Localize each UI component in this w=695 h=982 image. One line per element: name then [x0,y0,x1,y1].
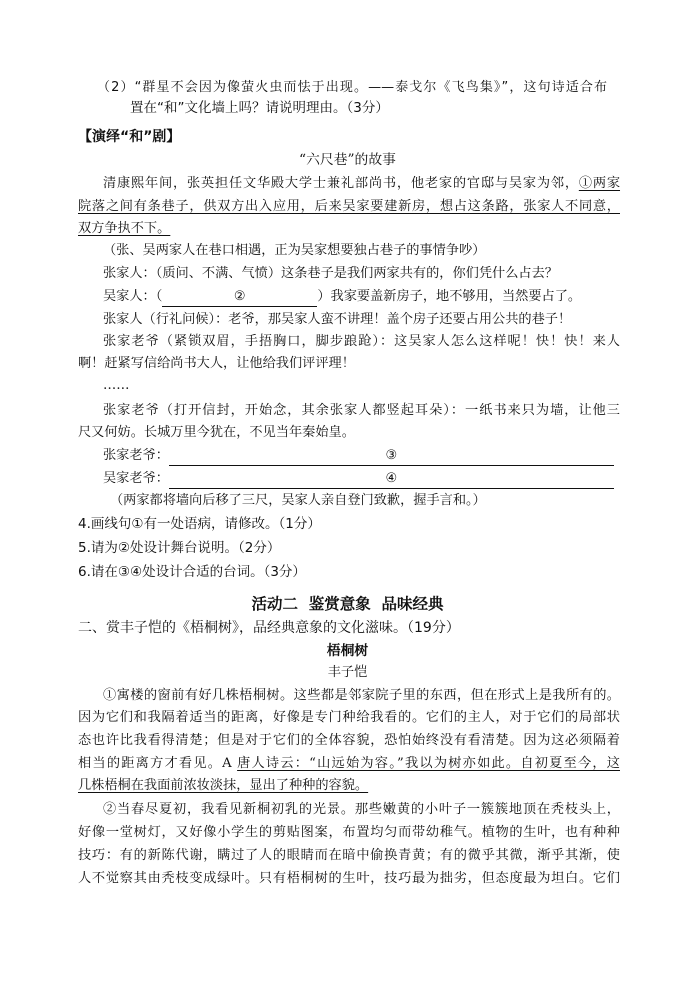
essay-author: 丰子恺 [327,665,368,680]
wu-speaker-prefix: 吴家人：（ [103,289,163,304]
essay-paragraph-1-line-2: 因为它们和我隔着适当的距离，好像是专门种给我看的。它们的主人，对于它们的局部状 [78,710,620,725]
essay-paragraph-1-line-1: ①寓楼的窗前有好几株梧桐树。这些都是邻家院子里的东西，但在形式上是我所有的。 [103,688,620,703]
question-5: 5.请为②处设计舞台说明。（2分） [78,540,281,556]
dialogue-zhang-family-2: 张家人（行礼问候）：老爷，那吴家人蛮不讲理！盖个房子还要占用公共的巷子！ [103,312,572,327]
essay-paragraph-1-line-5 [78,775,368,797]
dialogue-zhang-master-line-1: 张家老爷（紧锁双眉，手捂胸口，脚步踉跄）：这吴家人怎么这样呢！快！快！来人 [103,334,620,349]
dialogue-blank-4 [103,468,614,490]
underlined-sentence-1-end: 双方争执不下。 [78,221,171,236]
wu-dialogue-text: ）我家要盖新房子，地不够用，当然要占了。 [317,289,582,304]
letter-reading-line-2: 尺又何妨。长城万里今犹在，不见当年秦始皇。 [78,425,355,440]
underlined-sentence-a-start: 唐人诗云：“山远始为容。”我以为树亦如此。自初夏至今，这 [237,756,620,771]
story-title: “六尺巷”的故事 [299,152,396,168]
question-6: 6.请在③④处设计合适的台词。（3分） [78,564,306,580]
intro-text: 清康熙年间，张英担任文华殿大学士兼礼部尚书，他老家的官邸与吴家为邻， [103,176,579,191]
essay-title: 梧桐树 [326,643,369,659]
blank-marker-3: ③ [385,448,398,463]
question-2-line-2: 置在“和”文化墙上吗？请说明理由。（3分） [130,100,389,116]
story-intro-line-2 [78,196,620,218]
underlined-sentence-a-end: 几株梧桐在我面前浓妆淡抹，显出了种种的容貌。 [78,778,369,793]
drama-section-heading: 【演绎“和”剧】 [78,129,181,145]
question-2-line-1: （2）“群星不会因为像萤火虫而怯于出现。——泰戈尔《飞鸟集》”，这句诗适合布 [97,80,607,95]
answer-blank-4 [169,469,614,489]
dialogue-ellipsis: …… [103,378,130,393]
dialogue-wu-family [103,286,581,308]
letter-reading-line-1: 张家老爷（打开信封，开始念，其余张家人都竖起耳朵）：一纸书来只为墙，让他三 [103,403,620,418]
underlined-sentence-1-start: ①两家 [578,176,621,191]
essay-paragraph-2-line-4: 人不觉察其由秃枝变成绿叶。只有梧桐树的生叶，技巧最为拙劣，但态度最为坦白。它们 [78,871,620,886]
blank-marker-4: ④ [385,471,398,486]
dialogue-blank-3 [103,445,614,467]
answer-blank-2 [162,287,317,307]
essay-paragraph-1-line-3: 态也许比我看得清楚；但是对于它们的全体容貌，恐怕始终没有看清楚。因为这必须隔着 [78,733,620,748]
story-intro-line-3 [78,218,170,240]
essay-paragraph-2-line-3: 技巧：有的新陈代谢，瞒过了人的眼睛而在暗中偷换青黄；有的微乎其微，渐乎其渐，使 [78,848,620,863]
essay-line-4-text: 相当的距离方才看见。A [78,756,238,771]
question-4: 4.画线句①有一处语病，请修改。（1分） [78,516,321,532]
section-2-instruction: 二、赏丰子恺的《梧桐树》，品经典意象的文化滋味。（19分） [78,620,460,636]
wu-master-speaker: 吴家老爷： [103,471,169,486]
story-intro-line-1 [103,173,620,195]
dialogue-zhang-family-1: 张家人：（质问、不满、气愤）这条巷子是我们两家共有的，你们凭什么占去？ [103,266,558,281]
answer-blank-3 [169,446,614,466]
zhang-master-speaker: 张家老爷： [103,448,169,463]
underlined-sentence-1-middle: 院落之间有条巷子，供双方出入应用，后来吴家要建新房，想占这条路，张家人不同意， [78,199,620,214]
stage-direction-opening: （张、吴两家人在巷口相遇，正为吴家想要独占巷子的事情争吵） [103,243,486,258]
stage-direction-ending: （两家都将墙向后移了三尺，吴家人亲自登门致歉，握手言和。） [110,493,486,508]
dialogue-zhang-master-line-2: 啊！赶紧写信给尚书大人，让他给我们评评理！ [78,356,355,371]
essay-paragraph-2-line-2: 好像一堂树灯，又好像小学生的剪贴图案，布置均匀而带幼稚气。植物的生叶，也有种种 [78,825,620,840]
blank-marker-2: ② [233,289,246,304]
activity-2-heading: 活动二 鉴赏意象 品味经典 [251,595,444,613]
essay-paragraph-1-line-4 [78,753,620,775]
essay-paragraph-2-line-1: ②当春尽夏初，我看见新桐初乳的光景。那些嫩黄的小叶子一簇簇地顶在秃枝头上， [103,802,620,817]
